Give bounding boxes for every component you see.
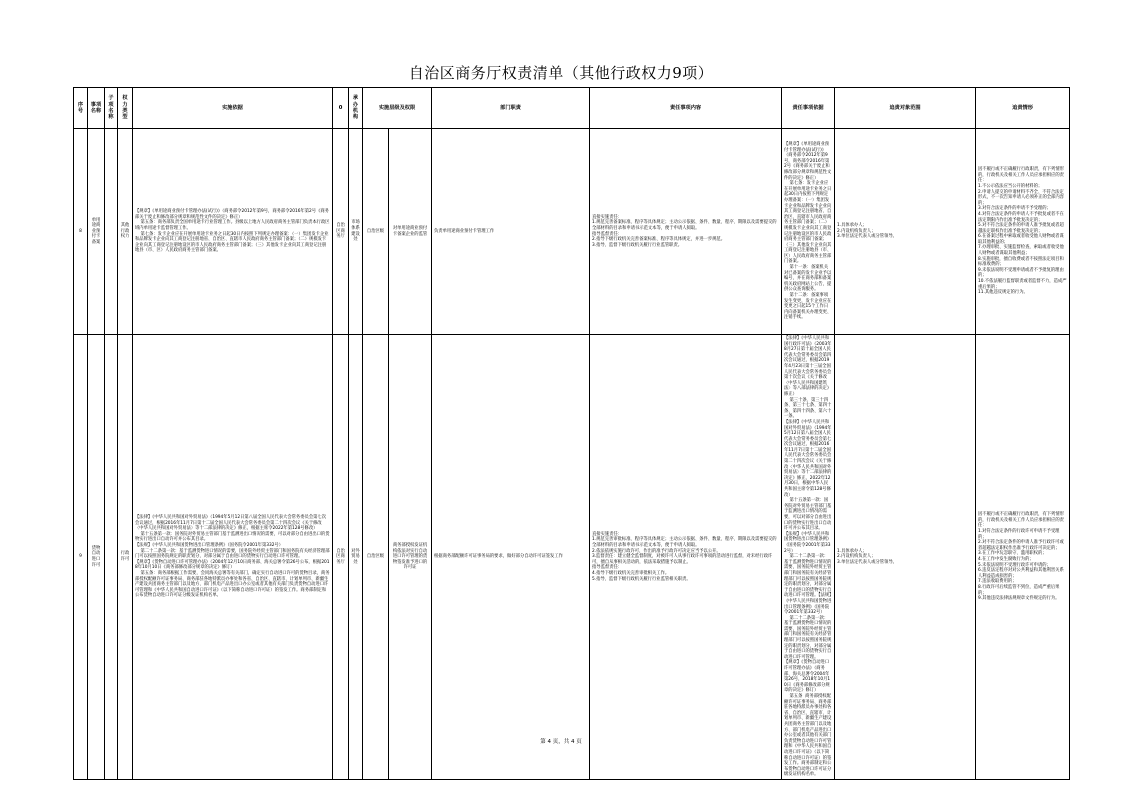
header-cell: 实施层级及权限 xyxy=(363,88,432,129)
responsibility-table xyxy=(73,87,1070,780)
header-cell: 子项名称 xyxy=(105,88,118,129)
header-cell: 权力类型 xyxy=(118,88,133,129)
header-cell: 事项名称 xyxy=(88,88,105,129)
row-basis: 【规章】《单用途商业预付卡管理办法(试行)》（商务部令2012年第9号，商务部令2016年第2号《商务部关于废止和修改部分规章和规范性文件的决定》修正） 第五条：商务部负责全国单用途卡行业管理工作。县级以上地方人民政府商务主管部门负责本行政区域内单用途卡监督管理工作。 第七条：发卡企业应在开展单用途卡业务之日起30日内按照下列规定办理备案：（一）集团发卡企业和品牌发卡企业向其工商登记注册地省、自治区、直辖市人民政府商务主管部门备案；（二）规模发卡企业向其工商登记注册地设区的市人民政府商务主管部门备案；（三）其他发卡企业向其工商登记注册地县（市、区）人民政府商务主管部门备案。 xyxy=(133,129,333,335)
page-title: 自治区商务厅权责清单（其他行政权力9项） xyxy=(408,64,714,82)
header-cell: 部门职责 xyxy=(432,88,590,129)
row-target: 1.具体承办人； 2.内设机构负责人； 3.单位法定代表人或分管领导。 xyxy=(835,335,976,780)
table-row xyxy=(74,129,1070,335)
row-org: 市场体系建设处 xyxy=(349,129,363,335)
row-level: 自治区级 xyxy=(363,129,389,335)
row-seq: 9 xyxy=(74,335,88,780)
header-cell: 追责对象范围 xyxy=(835,88,976,129)
header-cell: 责任事项内容 xyxy=(590,88,782,129)
row-basis: 【法律】《中华人民共和国对外贸易法》（1994年5月12日第八届全国人民代表大会常务委员会第七次会议通过，根据2016年11月7日第十二届全国人民代表大会常务委员会第二十四次会议《关于修改〈中华人民共和国对外贸易法〉等十二部法律的决定》修正，根据主席令2022年第128号修改） 第十五条第一款：国务院对外贸易主管部门基于监测进出口情况的需要，可以对部分自由进出口的货物实行进出口自动许可并公布其目录。 【法规】《中华人民共和国货物进出口管理条例》（国务院令2001年第332号） 第二十二条第一款：基于监测货物进口情况的需要，国务院外经贸主管部门和国务院有关经济管理部门可以按照国务院规定的职责划分，对部分属于自由进口的货物实行自动进口许可管理。 【规章】《货物自动进口许可管理办法》（2004年12月10日商务部、海关总署令第26号公布，根据2018年10月10日《商务部修改部分规章的决定》修订） 第五条：商务部根据工作需要，会同海关总署等有关部门，确定实行自动进口许可的货物目录，商务部授权配额许可证事务局、商务部驻各地特派员办事处和各省、自治区、直辖市、计划单列市、新疆生产建设兵团商务主管部门以及地方、部门机电产品进出口办公室或者其他有关部门负责货物自动进口许可管理和《中华人民共和国自动进口许可证》（以下简称自动进口许可证）的签发工作。商务部制定和公布货物自动进口许可证分级发证机构名单。 xyxy=(133,335,333,780)
row-resp-basis: 【规章】《单用途商业预付卡管理办法(试行)》（商务部令2012年第9号，商务部令2016年第2号《商务部关于废止和修改部分规章和规范性文件的决定》修正） 第七条：发卡企业应在开展单用途卡业务之日起30日内按照下列规定办理备案：（一）集团发卡企业和品牌发卡企业向其工商登记注册地省、自治区、直辖市人民政府商务主管部门备案；（二）规模发卡企业向其工商登记注册地设区的市人民政府商务主管部门备案；（三）其他发卡企业向其工商登记注册地县（市、区）人民政府商务主管部门备案。 第十一条：备案机关对已备案的发卡企业予以编号，并在商务部和备案机关政府网站上公告，提供公众查询服务。 第十二条：备案事项发生变更，发卡企业应在变更之日起15个工作日内向备案机关办理变更、注销手续。 xyxy=(782,129,835,335)
row-resp-content: 直接实施责任： 1.规范完善审批标准、程序等具体规定；主动公示依据、条件、数量、程序、期限以及需要提交的全部材料的目录和申请书示范文本等，便于申请人阅取。 2.依法依规实施行政许可，作出的准予行政许可决定应当予以公开。 3.监督责任：建立健全监督制度，对被许可人从事行政许可事项的活动进行监督，对未经行政许可，擅自从事相关活动的，依法采取措施予以制止。 指导监督责任： 4.指导下级行政机关完善审批相关工作。 5.指导、监督下级行政机关履行行业监管相关职责。 xyxy=(590,335,782,780)
row-seq: 8 xyxy=(74,129,88,335)
row-type: 行政许可 xyxy=(118,335,133,780)
header-cell: 序号 xyxy=(74,88,88,129)
table-row xyxy=(74,335,1070,780)
row-org: 对外贸易处 xyxy=(349,335,363,780)
header-cell: 0 xyxy=(333,88,349,129)
header-cell: 追责情形 xyxy=(976,88,1070,129)
header-cell: 承办机构 xyxy=(349,88,363,129)
table-header-row xyxy=(74,88,1070,129)
row-sub xyxy=(105,335,118,780)
row-col0: 自治区商务厅 xyxy=(333,129,349,335)
row-level: 自治区级 xyxy=(363,335,389,780)
row-dept-duty: 根据商务部配额许可证事务局的要求，做好部分自动许可证签发工作 xyxy=(432,335,590,780)
row-dept-duty: 负责单用途商业预付卡管理工作 xyxy=(432,129,590,335)
row-cases: 因不履行或不正确履行行政职责，有下列情形的，行政机关及相关工作人员应承担相应的责任： 1.对符合法定条件的行政许可申请不予受理的； 2.对不符合法定条件的申请人准予行政许可或者超越法定职权作出准予行政许可决定的； 3.在工作中玩忽职守、滥用职权的； 4.在工作中发生腐败行为的； 5.未依法说明不受理行政许可申请的； 6.违反法定程序对对公共利益和其他利害关系人利益造成损害的； 7.违法收取费用的； 8.行政许可后续监管不到位，造成严重后果的； 9.其他违反法律法规规章文件规定的行为。 xyxy=(976,335,1070,780)
row-resp-content: 直接实施责任： 1.规范完善备案标准、程序等具体规定；主动公示依据、条件、数量、程序、期限以及需要提交的全部材料的目录和申请书示范文本等，便于申请人阅取。 指导监督责任： 2.指导下级行政机关完善备案标准、程序等具体规定，并进一步规范。 3.指导、监督下级行政机关履行行业监管职责。 xyxy=(590,129,782,335)
row-name: 单用途商业预付卡备案 xyxy=(88,129,105,335)
row-sub xyxy=(105,129,118,335)
row-name: 货物自动进口许可 xyxy=(88,335,105,780)
row-col0: 自治区商务厅 xyxy=(333,335,349,780)
row-type: 其他行政权力 xyxy=(118,129,133,335)
header-cell: 实施依据 xyxy=(133,88,333,129)
row-resp-basis: 【法律】《中华人民共和国行政许可法》（2003年8月27日第十届全国人民代表大会常务委员会第四次会议通过，根据2019年4月23日第十三届全国人民代表大会常务委员会第十次会议《关于修改〈中华人民共和国建筑法〉等八部法律的决定》修正） 第三十条、第三十四条、第三十七条、第四十条、第四十四条、第六十一条。 【法律】《中华人民共和国对外贸易法》（1994年5月12日第八届全国人民代表大会常务委员会第七次会议通过，根据2016年11月7日第十二届全国人民代表大会常务委员会第二十四次会议《关于修改〈中华人民共和国对外贸易法〉等十二部法律的决定》修正，2022年12月30日，根据中华人民共和国主席令第128号修改） 第十五条第一款：国务院对外贸易主管部门基于监测进出口情况的需要，可以对部分自由进出口的货物实行进出口自动许可并公布其目录。 【法规】《中华人民共和国货物进出口管理条例》（国务院令2001年第332号） 第二十二条第一款：基于监测货物进口情况的需要，国务院外经贸主管部门和国务院有关经济管理部门可以按照国务院规定的职责划分，对部分属于自由进口的货物实行自动进口许可管理。【法规】《中华人民共和国货物进出口管理条例》（国务院令2001年第332号） 第二十二条第一款：基于监测货物进口情况的需要，国务院外经贸主管部门和国务院有关经济管理部门可以按照国务院规定的职责划分，对部分属于自由进口的货物实行自动进口许可管理。 【规章】《货物自动进口许可管理办法》（商务部、海关总署令2004年第26号，2018年10月10日《商务部修改部分规章的决定》修订） 第五条 商务部授权配额许可证事务局、商务部驻各地特派员办事处和各省、自治区、直辖市、计划单列市、新疆生产建设兵团商务主管部门以及地方、部门机电产品进出口办公室或者其他有关部门负责货物自动进口许可管理和《中华人民共和国自动进口许可证》（以下简称自动进口许可证）的签发工作。商务部制定和公布货物自动进口许可证分级发证机构名单。 xyxy=(782,335,835,780)
row-target: 1.具体承办人； 2.内设机构负责人； 3.单位法定代表人或分管领导。 xyxy=(835,129,976,335)
header-cell: 责任事项依据 xyxy=(782,88,835,129)
row-duty-scope: 商务部授权发证机构依法对实行自动进口许可管理的货物签发准予进口的许可证 xyxy=(389,335,432,780)
page-footer: 第 4 页，共 4 页 xyxy=(540,739,582,745)
row-duty-scope: 对单用途商业预付卡备案企业的监管 xyxy=(389,129,432,335)
row-cases: 因不履行或不正确履行行政职责，有下列情形的，行政机关及相关工作人员应承担相应的责任： 1.不公示依法应当公开的材料的； 2.申请人提交的申请材料不齐全、不符合法定形式，不一次告知申请人必须补正的全部内容的； 3.对符合法定条件的申请不予受理的； 4.对符合法定条件的申请人不予批复或者不在法定期限内作出准予批复决定的； 5.对不符合法定条件的申请人准予批复或者超越法定职权作出准予批复决定的； 6.在备案过程中索取或者收受他人财物或者谋取其他利益的； 7.办理审批、实施监督检查，索取或者收受他人财物或者谋取其他利益； 8.实施审批，擅自收费或者不按照法定项目和标准收费的； 9.未依法说明不受理申请或者不予批复的理由的； 10.不依法履行监督职责或者监督不力，造成严重后果的； 11.其他违反规定的行为。 xyxy=(976,129,1070,335)
